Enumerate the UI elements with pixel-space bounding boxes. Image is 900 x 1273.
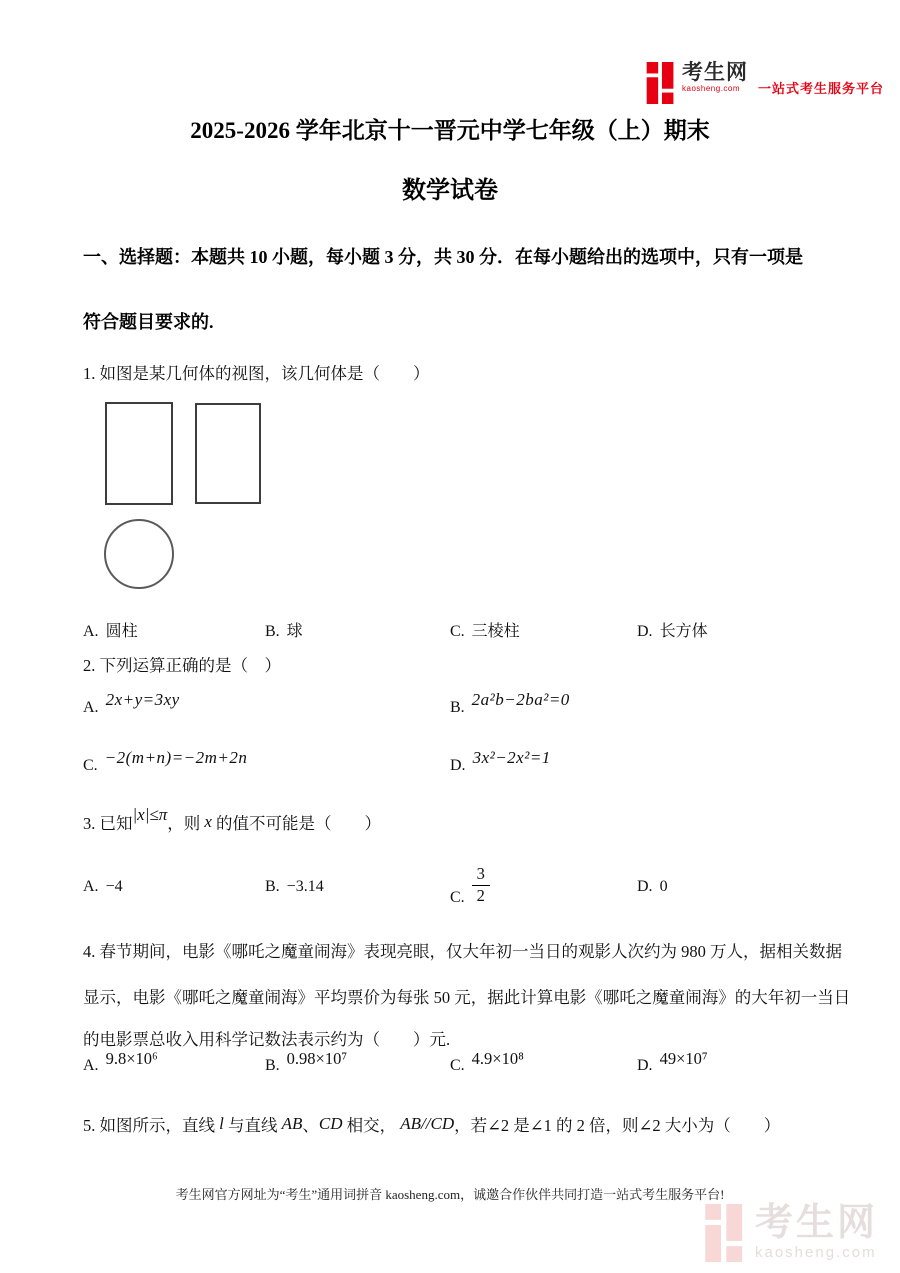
option-letter: D. bbox=[637, 623, 653, 640]
q1-option-a bbox=[83, 618, 138, 641]
option-label: 圆柱 bbox=[105, 623, 138, 640]
q1-option-b bbox=[265, 618, 303, 641]
q3-option-c bbox=[450, 864, 490, 919]
fraction-denominator: 2 bbox=[476, 885, 485, 905]
option-letter: D. bbox=[637, 1057, 653, 1074]
option-letter: B. bbox=[265, 878, 280, 895]
kaosheng-header-logo bbox=[645, 62, 884, 104]
q4-line-1: 4. 春节期间，电影《哪吒之魔童闹海》表现亮眼，仅大年初一当日的观影人次约为 980 万人，据相关数据 bbox=[83, 942, 842, 961]
option-formula: 4.9×10⁸ bbox=[471, 1049, 524, 1068]
option-label: 长方体 bbox=[659, 623, 708, 640]
q5-seg2: 与直线 bbox=[223, 1116, 282, 1135]
front-view-rectangle bbox=[105, 402, 173, 505]
question-5-text bbox=[83, 1112, 780, 1136]
q4-line-2: 显示，电影《哪吒之魔童闹海》平均票价为每张 50 元，据此计算电影《哪吒之魔童闹海》的大年初一当日 bbox=[83, 988, 851, 1007]
q3-option-a bbox=[83, 878, 123, 896]
q5-parallel: AB//CD bbox=[400, 1114, 455, 1133]
side-view-rectangle bbox=[195, 403, 261, 504]
kaosheng-logo-icon bbox=[645, 62, 677, 104]
option-label: 球 bbox=[286, 623, 303, 640]
q3-inequality: |x|≤π bbox=[132, 805, 168, 824]
option-letter: C. bbox=[83, 757, 98, 774]
option-letter: D. bbox=[637, 878, 653, 895]
q5-line-cd: CD bbox=[318, 1114, 343, 1133]
option-letter: B. bbox=[450, 699, 465, 716]
option-letter: A. bbox=[83, 1057, 99, 1074]
q2-option-c bbox=[83, 748, 248, 775]
brand-tagline: 一站式考生服务平台 bbox=[758, 81, 885, 96]
watermark-brand: 考生网 bbox=[755, 1202, 879, 1244]
q1-option-d bbox=[637, 618, 708, 641]
q5-seg3: 、 bbox=[302, 1116, 319, 1135]
option-formula: 2a²b−2ba²=0 bbox=[471, 690, 570, 709]
q4-option-c bbox=[450, 1049, 524, 1075]
watermark-domain: kaosheng.com bbox=[755, 1244, 877, 1261]
question-1-text: 1. 如图是某几何体的视图，该几何体是（ ） bbox=[83, 364, 430, 383]
q2-option-a bbox=[83, 690, 180, 717]
option-label: −3.14 bbox=[286, 878, 324, 895]
q4-line-3: 的电影票总收入用科学记数法表示约为（ ）元. bbox=[83, 1030, 451, 1049]
option-label: 0 bbox=[659, 878, 668, 895]
q5-line-ab: AB bbox=[281, 1114, 303, 1133]
option-formula: 3x²−2x²=1 bbox=[472, 748, 551, 767]
option-fraction bbox=[472, 865, 490, 906]
paper-title-line2: 数学试卷 bbox=[402, 178, 498, 204]
q4-option-a bbox=[83, 1049, 158, 1075]
brand-name: 考生网 bbox=[682, 61, 748, 84]
option-letter: A. bbox=[83, 699, 99, 716]
q3-option-b bbox=[265, 878, 324, 896]
q3-variable: x bbox=[204, 812, 212, 831]
option-letter: A. bbox=[83, 623, 99, 640]
q5-line-l: l bbox=[219, 1114, 224, 1133]
question-3-text bbox=[83, 805, 382, 834]
kaosheng-watermark bbox=[703, 1204, 878, 1262]
q3-option-d bbox=[637, 878, 668, 896]
q3-prefix: 3. 已知 bbox=[83, 814, 133, 833]
q3-mid: ，则 bbox=[167, 814, 205, 833]
question-2-text: 2. 下列运算正确的是（ ） bbox=[83, 656, 281, 675]
q1-option-c bbox=[450, 618, 520, 641]
q2-option-d bbox=[450, 748, 551, 775]
option-letter: C. bbox=[450, 1057, 465, 1074]
option-letter: B. bbox=[265, 1057, 280, 1074]
option-formula: −2(m+n)=−2m+2n bbox=[104, 748, 248, 767]
kaosheng-watermark-icon bbox=[703, 1204, 747, 1262]
section-heading-line1: 一、选择题：本题共 10 小题，每小题 3 分，共 30 分．在每小题给出的选项中，只有一项是 bbox=[83, 247, 803, 267]
option-formula: 2x+y=3xy bbox=[105, 690, 180, 709]
q3-tail: 的值不可能是（ ） bbox=[211, 814, 382, 833]
fraction-numerator: 3 bbox=[472, 865, 490, 886]
section-heading-line2: 符合题目要求的. bbox=[83, 312, 214, 332]
brand-domain: kaosheng.com bbox=[682, 84, 741, 93]
footer-text: 考生网官方网址为“考生”通用词拼音 kaosheng.com，诚邀合作伙伴共同打造一站式考生服务平台! bbox=[175, 1187, 725, 1202]
option-letter: D. bbox=[450, 757, 466, 774]
q4-option-b bbox=[265, 1049, 348, 1075]
option-formula: 9.8×10⁶ bbox=[105, 1049, 158, 1068]
q2-option-b bbox=[450, 690, 570, 717]
option-label: 三棱柱 bbox=[471, 623, 520, 640]
q5-seg4: 相交， bbox=[342, 1116, 401, 1135]
q5-seg1: 5. 如图所示，直线 bbox=[83, 1116, 220, 1135]
option-letter: A. bbox=[83, 878, 99, 895]
option-label: −4 bbox=[105, 878, 123, 895]
q5-seg5: ，若∠2 是∠1 的 2 倍，则∠2 大小为（ ） bbox=[454, 1116, 781, 1135]
q4-option-d bbox=[637, 1049, 708, 1075]
option-letter: C. bbox=[450, 889, 465, 907]
paper-title-line1: 2025-2026 学年北京十一晋元中学七年级（上）期末 bbox=[190, 118, 710, 143]
option-formula: 0.98×10⁷ bbox=[286, 1049, 348, 1068]
option-letter: C. bbox=[450, 623, 465, 640]
option-formula: 49×10⁷ bbox=[659, 1049, 708, 1068]
top-view-circle bbox=[104, 519, 174, 589]
option-letter: B. bbox=[265, 623, 280, 640]
